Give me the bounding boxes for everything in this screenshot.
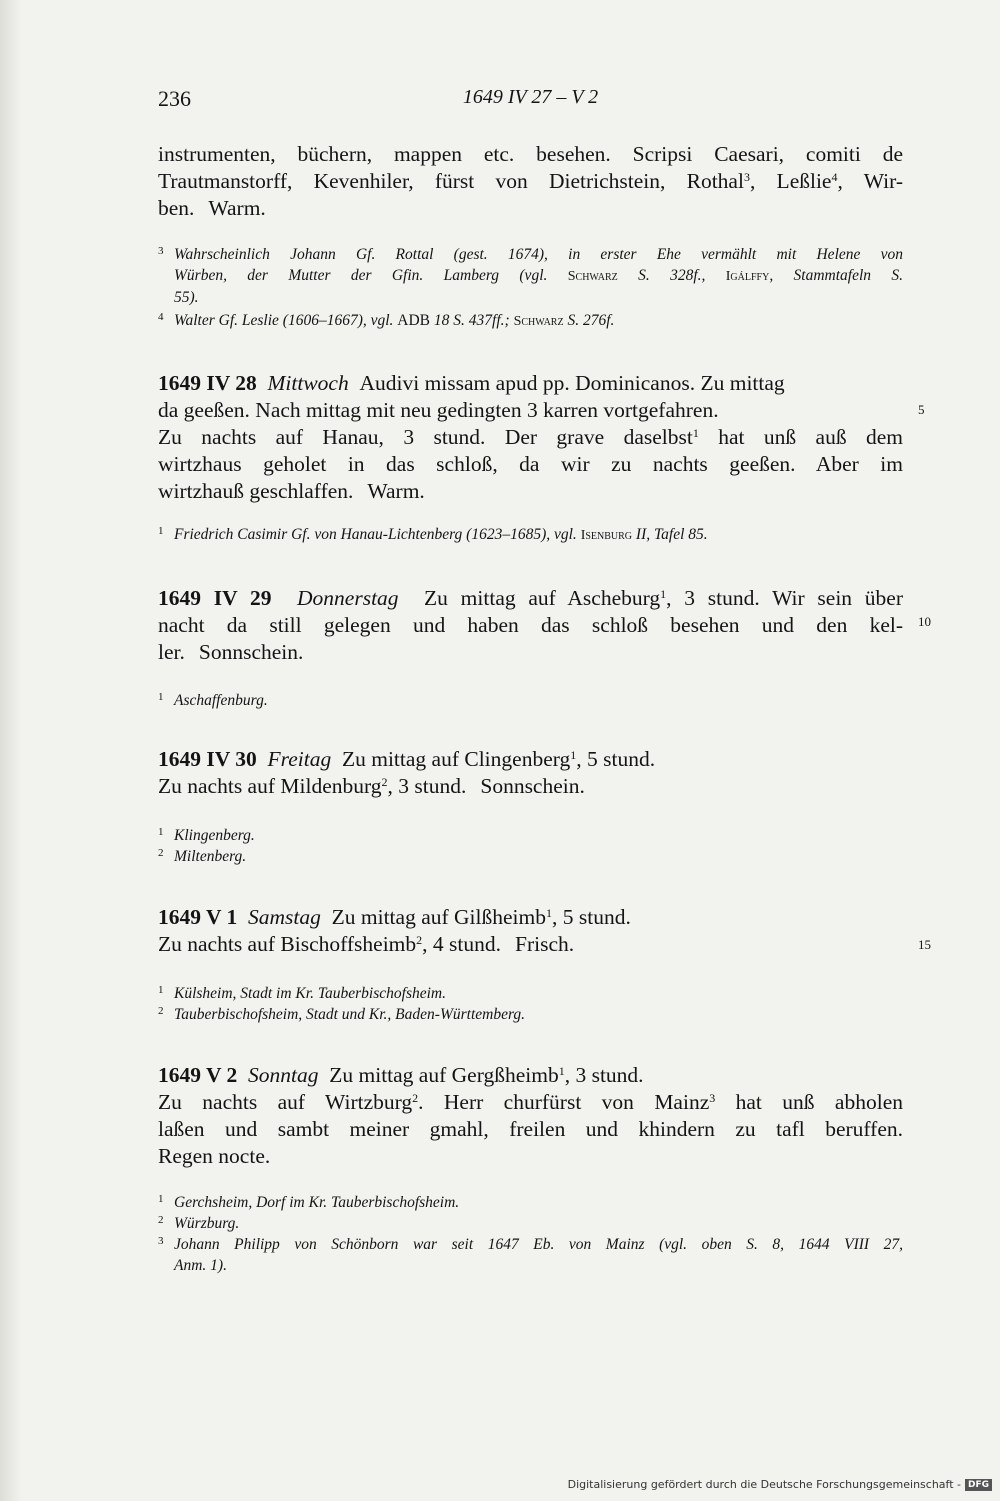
text-line: instrumenten, büchern, mappen etc. besehen. Scripsi Caesari, comiti de	[158, 142, 903, 166]
entry-weekday: Mittwoch	[267, 371, 349, 395]
margin-line-number: 10	[918, 614, 931, 629]
text-line: Zu nachts auf Wirtzburg$^2$. Herr churfürst von Mainz$^3$ hat unß abholen	[158, 1090, 903, 1114]
text-line: wirtzhaus geholet in das schloß, da wir zu nachts geeßen. Aber im	[158, 452, 903, 476]
diary-entry	[158, 904, 903, 958]
text-line: 1649 IV 28 Mittwoch Audivi missam apud pp. Dominicanos. Zu mittag	[158, 371, 785, 395]
footnotes	[158, 983, 903, 1025]
text-line: Zu nachts auf Hanau, 3 stund. Der grave daselbst$^1$ hat unß auß dem	[158, 425, 903, 449]
text-line: 1649 V 2 Sonntag Zu mittag auf Gergßheimb$^1$, 3 stund.	[158, 1063, 644, 1087]
diary-entry	[158, 370, 903, 505]
credit-text: Digitalisierung gefördert durch die Deutsche Forschungsgemeinschaft -	[567, 1478, 961, 1491]
diary-entry	[158, 585, 903, 666]
footnote: 2 Miltenberg.	[158, 847, 247, 865]
entry-weekday: Freitag	[267, 747, 332, 771]
text-line: nacht da still gelegen und haben das schloß besehen und den kel-	[158, 613, 903, 637]
text-line: laßen und sambt meiner gmahl, freilen und khindern zu tafl beruffen.	[158, 1117, 903, 1141]
text-line: Trautmanstorff, Kevenhiler, fürst von Dietrichstein, Rothal$^3$, Leßlie$^4$, Wir-	[158, 169, 903, 193]
footnote: 1 Gerchsheim, Dorf im Kr. Tauberbischofsheim.	[158, 1193, 460, 1211]
running-head: 1649 IV 27 – V 2	[462, 86, 599, 108]
text-line: ben. Warm.	[158, 196, 266, 220]
footnote: 1 Klingenberg.	[158, 826, 255, 844]
footnote: 1 Aschaffenburg.	[158, 691, 268, 709]
entry-weekday: Samstag	[248, 905, 321, 929]
diary-entry	[158, 746, 903, 800]
footnotes	[158, 825, 903, 867]
footnote: 2 Tauberbischofsheim, Stadt und Kr., Baden-Württemberg.	[158, 1005, 526, 1023]
footnote: 1 Friedrich Casimir Gf. von Hanau-Lichtenberg (1623–1685), vgl. Isenburg II, Tafel 85.	[158, 525, 708, 543]
entry-weekday: Sonntag	[248, 1063, 319, 1087]
text-line: 1649 IV 30 Freitag Zu mittag auf Clingenberg$^1$, 5 stund.	[158, 747, 656, 771]
text-line: Zu nachts auf Mildenburg$^2$, 3 stund. Sonnschein.	[158, 774, 585, 798]
page-number: 236	[158, 86, 191, 111]
text-line: 1649 V 1 Samstag Zu mittag auf Gilßheimb$^1$, 5 stund.	[158, 905, 631, 929]
text-line: 1649 IV 29 Donnerstag Zu mittag auf Ascheburg$^1$, 3 stund. Wir sein über	[158, 586, 903, 610]
text-line: Zu nachts auf Bischoffsheimb$^2$, 4 stund. Frisch.	[158, 932, 575, 956]
entry-date: 1649 V 2	[158, 1063, 238, 1087]
footnote: 3 Wahrscheinlich Johann Gf. Rottal (gest. 1674), in erster Ehe vermählt mit Helene von Würben, der Mutter der Gfin. Lamberg (vgl. Schwarz S. 328f., Igálffy, Stammtafeln S. 55).	[158, 245, 904, 306]
footnote: 4 Walter Gf. Leslie (1606–1667), vgl. ADB 18 S. 437ff.; Schwarz S. 276f.	[158, 311, 615, 329]
footnotes-intro	[158, 244, 903, 332]
footnotes	[158, 1192, 903, 1276]
text-line: ler. Sonnschein.	[158, 640, 304, 664]
entry-date: 1649 V 1	[158, 905, 238, 929]
intro-paragraph	[158, 141, 903, 222]
footnotes	[158, 690, 903, 711]
dfg-logo: DFG	[965, 1479, 992, 1491]
footnote: 3 Johann Philipp von Schönborn war seit 1647 Eb. von Mainz (vgl. oben S. 8, 1644 VIII 27, Anm. 1).	[158, 1235, 903, 1274]
text-line: da geeßen. Nach mittag mit neu gedingten 3 karren vortgefahren.	[158, 398, 719, 422]
entry-date: 1649 IV 29	[158, 586, 272, 610]
entry-weekday: Donnerstag	[297, 586, 399, 610]
entry-date: 1649 IV 28	[158, 371, 257, 395]
text-line: wirtzhauß geschlaffen. Warm.	[158, 479, 425, 503]
margin-line-number: 5	[918, 402, 925, 417]
margin-line-number: 15	[918, 937, 931, 952]
footnotes	[158, 524, 903, 546]
footnote: 1 Külsheim, Stadt im Kr. Tauberbischofsheim.	[158, 984, 446, 1002]
diary-entry	[158, 1062, 903, 1170]
page-header	[158, 86, 903, 116]
scan-edge-shadow	[0, 0, 22, 1501]
digitization-credit	[568, 1478, 992, 1491]
footnote: 2 Würzburg.	[158, 1214, 240, 1232]
entry-date: 1649 IV 30	[158, 747, 257, 771]
text-line: Regen nocte.	[158, 1144, 271, 1168]
